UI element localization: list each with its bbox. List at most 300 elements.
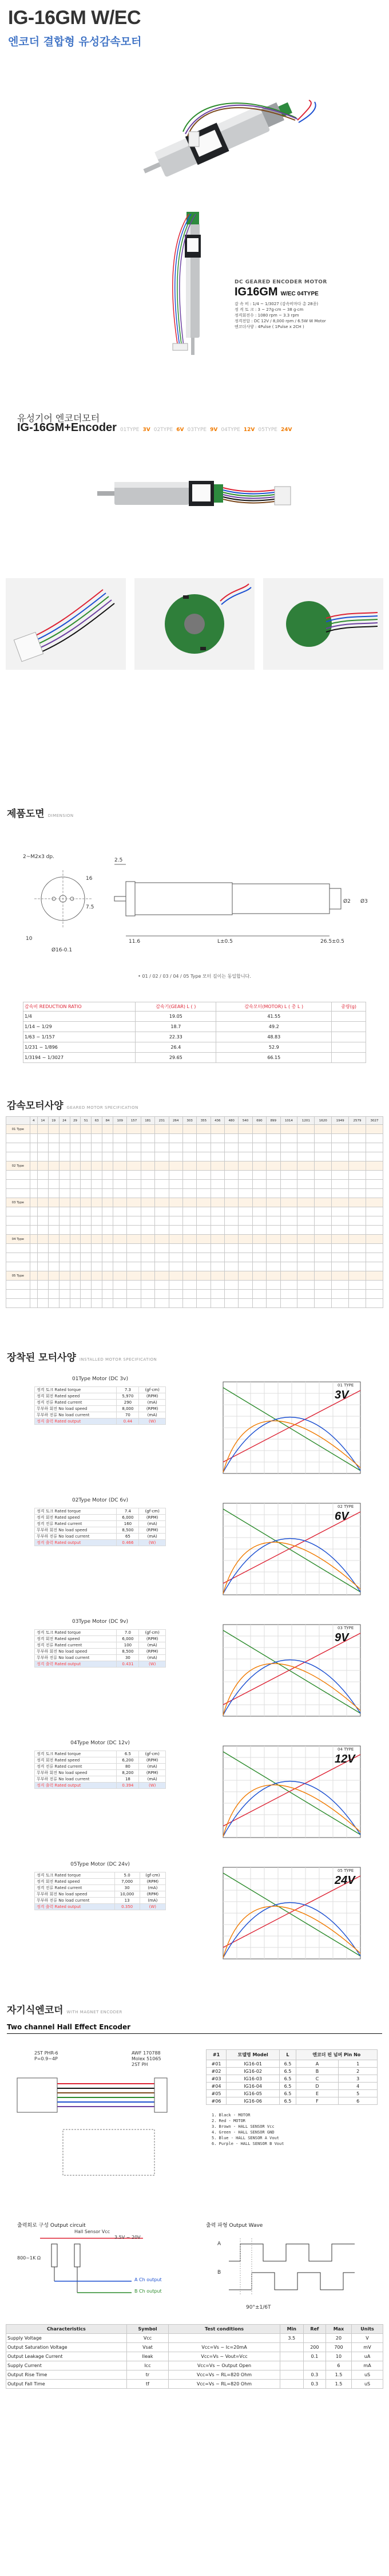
table-cell	[102, 1244, 113, 1253]
table-cell	[197, 1299, 211, 1308]
table-cell	[70, 1198, 81, 1207]
reducer-group-label	[6, 1143, 30, 1152]
table-cell	[225, 1299, 239, 1308]
table-cell	[182, 1253, 196, 1262]
motor-voltage-label: 9V	[335, 1631, 349, 1644]
table-cell: 100	[117, 1642, 139, 1649]
table-cell	[155, 1125, 169, 1134]
table-cell	[155, 1171, 169, 1180]
table-cell	[267, 1207, 280, 1216]
table-cell: 160	[117, 1521, 139, 1527]
reducer-group-label	[6, 1207, 30, 1216]
reducer-ratio-header: 355	[197, 1117, 211, 1125]
table-cell	[349, 1171, 366, 1180]
table-cell	[252, 1171, 266, 1180]
table-cell	[280, 1152, 297, 1161]
table-cell	[48, 1198, 59, 1207]
table-cell: 0.3	[303, 2370, 326, 2380]
table-cell	[48, 1216, 59, 1226]
table-cell	[315, 1235, 332, 1244]
table-cell: 8,200	[117, 1770, 139, 1776]
dimension-title-en: DIMENSION	[47, 813, 74, 818]
table-cell	[182, 1244, 196, 1253]
table-cell: mA	[352, 2361, 383, 2370]
table-cell	[332, 1053, 366, 1063]
table-cell: (mA)	[139, 1655, 166, 1661]
table-cell	[113, 1125, 127, 1134]
dim-label-16: 16	[86, 876, 93, 882]
table-cell	[197, 1171, 211, 1180]
table-cell	[349, 1281, 366, 1290]
table-cell	[182, 1281, 196, 1290]
table-cell: 6.5	[280, 2060, 296, 2068]
table-cell: 정격 회전 Rated speed	[35, 1515, 117, 1521]
table-cell	[141, 1290, 154, 1299]
table-row	[35, 1751, 166, 1757]
motor-spec-title: 01Type Motor (DC 3v)	[72, 1376, 128, 1382]
table-cell	[239, 1125, 252, 1134]
table-cell	[366, 1271, 383, 1281]
table-cell	[197, 1226, 211, 1235]
dimension-note: • 01 / 02 / 03 / 04 / 05 Type 모터 길이는 동일합니다.	[138, 974, 251, 979]
table-cell	[267, 1290, 280, 1299]
table-cell: 6	[326, 2361, 351, 2370]
table-cell	[225, 1198, 239, 1207]
table-cell: (W)	[139, 1419, 166, 1425]
photo-connector	[6, 578, 126, 670]
table-cell	[366, 1299, 383, 1308]
table-cell: 무부하 회전 No load speed	[35, 1649, 117, 1655]
table-cell	[366, 1226, 383, 1235]
table-cell	[239, 1180, 252, 1189]
table-cell	[127, 1253, 141, 1262]
table-cell	[225, 1180, 239, 1189]
table-cell	[81, 1281, 92, 1290]
table-cell	[37, 1235, 48, 1244]
table-cell	[102, 1143, 113, 1152]
table-cell	[197, 1253, 211, 1262]
table-cell	[211, 1189, 224, 1198]
table-cell	[332, 1244, 349, 1253]
table-cell	[141, 1198, 154, 1207]
table-cell	[332, 1226, 349, 1235]
table-cell	[92, 1216, 102, 1226]
table-cell	[155, 1235, 169, 1244]
circuit-label-a: A Ch output	[134, 2277, 162, 2282]
table-cell	[155, 1216, 169, 1226]
table-cell	[349, 1198, 366, 1207]
table-cell: 무부하 전류 No load current	[35, 1412, 117, 1419]
dim-label-thread: 2~M2x3 dp.	[23, 854, 54, 860]
table-cell	[37, 1161, 48, 1171]
table-cell	[37, 1226, 48, 1235]
table-cell	[102, 1253, 113, 1262]
wire-header: #1	[207, 2050, 227, 2060]
table-cell	[141, 1244, 154, 1253]
table-cell	[297, 1262, 315, 1271]
table-cell	[37, 1171, 48, 1180]
table-cell: 0.394	[117, 1783, 139, 1789]
table-cell	[211, 1180, 224, 1189]
table-cell	[366, 1125, 383, 1134]
spec-lines	[235, 301, 383, 330]
reducer-group-label	[6, 1281, 30, 1290]
table-cell	[267, 1299, 280, 1308]
table-row	[207, 2075, 378, 2083]
table-cell: (RPM)	[140, 1891, 165, 1898]
table-cell: 무부하 전류 No load current	[35, 1898, 115, 1904]
table-cell: 6.5	[280, 2090, 296, 2097]
table-cell: 30	[117, 1655, 139, 1661]
reducer-ratio-header: 540	[239, 1117, 252, 1125]
reducer-group-label	[6, 1189, 30, 1198]
table-cell	[211, 1281, 224, 1290]
table-cell	[332, 1180, 349, 1189]
dimension-title: 제품도면	[7, 808, 45, 820]
table-cell	[252, 1271, 266, 1281]
table-cell: #03	[207, 2075, 227, 2083]
table-cell	[92, 1180, 102, 1189]
table-cell	[37, 1134, 48, 1143]
table-row	[207, 2090, 378, 2097]
table-row	[35, 1770, 166, 1776]
table-cell: 7.4	[117, 1508, 139, 1515]
reducer-ratio-header: 51	[81, 1117, 92, 1125]
table-cell	[70, 1299, 81, 1308]
table-cell	[141, 1271, 154, 1281]
table-cell	[197, 1180, 211, 1189]
table-cell	[332, 1216, 349, 1226]
table-cell	[239, 1198, 252, 1207]
table-cell	[332, 1012, 366, 1022]
table-cell	[92, 1226, 102, 1235]
table-cell	[141, 1161, 154, 1171]
table-cell: 6.5	[280, 2083, 296, 2090]
table-cell: uS	[352, 2370, 383, 2380]
table-row	[35, 1655, 166, 1661]
table-cell: 6,200	[117, 1757, 139, 1764]
table-cell	[315, 1180, 332, 1189]
table-cell: 0.431	[117, 1661, 139, 1668]
table-cell	[211, 1226, 224, 1235]
spec-block	[235, 279, 383, 330]
table-cell: 정격 회전 Rated speed	[35, 1757, 117, 1764]
table-cell	[70, 1143, 81, 1152]
dim-label-dia2: Ø2	[343, 899, 351, 904]
table-cell	[102, 1216, 113, 1226]
table-cell	[315, 1171, 332, 1180]
motor-spec-block	[0, 1617, 389, 1734]
reducer-ratio-header: 2579	[349, 1117, 366, 1125]
table-cell	[280, 1281, 297, 1290]
table-cell	[197, 1271, 211, 1281]
table-row	[35, 1534, 166, 1540]
table-cell	[297, 1207, 315, 1216]
table-cell	[155, 1226, 169, 1235]
table-cell	[70, 1281, 81, 1290]
reducer-ratio-header: 181	[141, 1117, 154, 1125]
table-cell	[92, 1253, 102, 1262]
table-cell	[59, 1216, 70, 1226]
reducer-ratio-header: 264	[169, 1117, 182, 1125]
reducer-group-label: 05 Type	[6, 1271, 30, 1281]
table-cell	[155, 1180, 169, 1189]
table-cell	[92, 1134, 102, 1143]
table-cell	[280, 1226, 297, 1235]
table-cell	[239, 1207, 252, 1216]
table-cell	[127, 1244, 141, 1253]
motor-spec-block	[0, 1374, 389, 1491]
table-cell	[48, 1281, 59, 1290]
motor-spec-title: 02Type Motor (DC 6v)	[72, 1498, 128, 1503]
table-cell	[211, 1235, 224, 1244]
table-cell	[102, 1281, 113, 1290]
table-cell	[30, 1189, 37, 1198]
table-cell: (mA)	[140, 1898, 165, 1904]
reducer-group-label: 04 Type	[6, 1235, 30, 1244]
table-cell: Icc	[126, 2361, 169, 2370]
table-cell	[349, 1271, 366, 1281]
table-row	[6, 2352, 383, 2361]
spec-line: 엔코더사양 : 4Pulse ( 1Pulse x 2CH )	[235, 325, 304, 329]
reducer-ratio-header: 1620	[315, 1117, 332, 1125]
table-cell	[252, 1226, 266, 1235]
table-cell: (mA)	[139, 1642, 166, 1649]
motor-type-label: 02 TYPE	[338, 1504, 354, 1509]
table-cell	[81, 1262, 92, 1271]
table-cell: 정격 출력 Rated output	[35, 1540, 117, 1546]
table-cell: 정격 출력 Rated output	[35, 1661, 117, 1668]
table-cell: D	[296, 2083, 339, 2090]
table-cell	[70, 1125, 81, 1134]
table-cell	[81, 1134, 92, 1143]
table-cell	[267, 1152, 280, 1161]
table-cell	[59, 1281, 70, 1290]
table-cell	[252, 1216, 266, 1226]
wire-table-header	[207, 2050, 378, 2060]
table-cell	[182, 1152, 196, 1161]
table-cell: 1/14 ~ 1/29	[23, 1022, 136, 1032]
table-cell	[349, 1189, 366, 1198]
table-cell	[267, 1171, 280, 1180]
table-cell: 무부하 회전 No load speed	[35, 1527, 117, 1534]
table-cell	[30, 1125, 37, 1134]
table-cell	[349, 1180, 366, 1189]
encoder-title: 자기식엔코더	[7, 2005, 63, 2016]
ratio-header: 감속모터(MOTOR) L ( 총 L )	[216, 1002, 332, 1012]
table-cell: 5.0	[114, 1872, 140, 1879]
table-cell	[239, 1161, 252, 1171]
table-cell	[297, 1143, 315, 1152]
wire-header: 엔코더 핀 넘버 Pin No	[296, 2050, 377, 2060]
dim-label-L: L±0.5	[217, 939, 233, 945]
table-cell	[239, 1152, 252, 1161]
table-row	[6, 2361, 383, 2370]
table-cell	[303, 2361, 326, 2370]
reducer-group-label	[6, 1226, 30, 1235]
reducer-ratio-header: 63	[92, 1117, 102, 1125]
table-cell	[315, 1226, 332, 1235]
table-cell	[225, 1189, 239, 1198]
table-row	[35, 1764, 166, 1770]
table-cell	[211, 1207, 224, 1216]
table-cell	[280, 2380, 303, 2389]
table-cell	[113, 1143, 127, 1152]
photo-wires	[263, 578, 383, 670]
motor-type-label: 03 TYPE	[338, 1626, 354, 1630]
circuit-label-vcc: Hall Sensor Vcc	[74, 2229, 110, 2234]
table-cell	[349, 1290, 366, 1299]
table-cell: Output Saturation Voltage	[6, 2343, 127, 2352]
type-05: 05TYPE	[258, 427, 277, 433]
ratio-header: 감속기(GEAR) L ( )	[136, 1002, 216, 1012]
table-cell: 6.5	[280, 2097, 296, 2105]
table-cell: IG16-03	[227, 2075, 280, 2083]
table-cell	[37, 1125, 48, 1134]
table-cell	[141, 1125, 154, 1134]
table-cell	[59, 1125, 70, 1134]
table-cell	[315, 1253, 332, 1262]
table-row	[6, 1180, 383, 1189]
table-cell: uS	[352, 2380, 383, 2389]
table-cell	[102, 1161, 113, 1171]
table-cell	[182, 1134, 196, 1143]
table-cell	[70, 1189, 81, 1198]
table-cell	[211, 1152, 224, 1161]
table-cell	[169, 1262, 182, 1271]
table-cell	[252, 1262, 266, 1271]
connector-label-3: AWF 170788	[132, 2050, 161, 2056]
table-row	[207, 2083, 378, 2090]
table-cell	[332, 1042, 366, 1053]
table-cell	[332, 1253, 349, 1262]
table-cell	[102, 1290, 113, 1299]
table-cell: 정격 토크 Rated torque	[35, 1387, 117, 1393]
table-cell: (mA)	[139, 1764, 166, 1770]
table-cell	[252, 1125, 266, 1134]
table-cell	[297, 1290, 315, 1299]
table-cell	[349, 1216, 366, 1226]
reducer-spec-title: 감속모터사양	[7, 1100, 63, 1112]
table-cell: 정격 전류 Rated current	[35, 1885, 115, 1891]
table-cell	[81, 1299, 92, 1308]
reducer-group-label	[6, 1180, 30, 1189]
table-cell	[37, 1271, 48, 1281]
table-cell	[252, 1198, 266, 1207]
table-cell	[30, 1235, 37, 1244]
elec-header: Symbol	[126, 2325, 169, 2334]
table-cell: E	[296, 2090, 339, 2097]
table-cell	[48, 1271, 59, 1281]
table-cell	[211, 1143, 224, 1152]
table-cell	[48, 1207, 59, 1216]
table-cell: #02	[207, 2068, 227, 2075]
table-cell	[102, 1134, 113, 1143]
table-cell	[169, 1180, 182, 1189]
table-cell: 65	[117, 1534, 139, 1540]
reducer-ratio-header: 24	[59, 1117, 70, 1125]
table-cell	[297, 1226, 315, 1235]
table-row	[35, 1872, 166, 1879]
table-cell: 7.0	[117, 1630, 139, 1636]
table-cell	[141, 1253, 154, 1262]
table-cell	[127, 1152, 141, 1161]
table-cell	[315, 1198, 332, 1207]
table-cell: uA	[352, 2352, 383, 2361]
table-cell: (mA)	[139, 1534, 166, 1540]
table-row	[6, 2380, 383, 2389]
table-cell	[30, 1244, 37, 1253]
dim-label-dia3: Ø3	[360, 899, 368, 904]
table-cell: 정격 토크 Rated torque	[35, 1872, 115, 1879]
reducer-ratio-header: 1014	[280, 1117, 297, 1125]
table-row	[6, 1198, 383, 1207]
dim-label-7-5: 7.5	[86, 904, 94, 910]
table-cell	[155, 1271, 169, 1281]
table-cell: 6	[339, 2097, 378, 2105]
table-cell	[59, 1171, 70, 1180]
table-cell	[225, 1216, 239, 1226]
table-cell	[280, 1299, 297, 1308]
type-02: 02TYPE	[153, 427, 173, 433]
table-cell	[37, 1244, 48, 1253]
table-cell	[280, 1262, 297, 1271]
table-cell	[315, 1152, 332, 1161]
table-cell: (gf·cm)	[139, 1387, 166, 1393]
table-cell: (RPM)	[139, 1527, 166, 1534]
table-cell: (RPM)	[139, 1406, 166, 1412]
dim-label-10: 10	[26, 936, 33, 942]
table-cell	[37, 1262, 48, 1271]
table-cell	[102, 1152, 113, 1161]
table-cell: 700	[326, 2343, 351, 2352]
table-cell	[92, 1189, 102, 1198]
table-cell: Vsat	[126, 2343, 169, 2352]
table-cell: Vcc=Vs ~ Ic=20mA	[169, 2343, 280, 2352]
table-cell	[211, 1216, 224, 1226]
installed-motor-header	[7, 1351, 157, 1364]
table-cell	[141, 1216, 154, 1226]
table-row	[35, 1891, 166, 1898]
table-cell: 정격 토크 Rated torque	[35, 1508, 117, 1515]
table-cell	[197, 1134, 211, 1143]
table-cell	[37, 1216, 48, 1226]
table-cell	[92, 1271, 102, 1281]
pin-label: 5. Blue - HALL SENSOR A Vout	[212, 2136, 280, 2140]
table-cell	[267, 1216, 280, 1226]
motor-voltage-label: 24V	[335, 1874, 355, 1887]
table-cell: 8,500	[117, 1527, 139, 1534]
table-row	[35, 1540, 166, 1546]
table-cell	[30, 1216, 37, 1226]
encoder-subtitle: Two channel Hall Effect Encoder	[7, 2023, 131, 2031]
table-cell	[315, 1134, 332, 1143]
table-cell	[280, 1180, 297, 1189]
table-cell	[155, 1189, 169, 1198]
table-cell	[155, 1290, 169, 1299]
table-row	[35, 1387, 166, 1393]
table-cell	[155, 1253, 169, 1262]
table-cell	[37, 1189, 48, 1198]
table-cell	[141, 1226, 154, 1235]
table-row	[6, 1299, 383, 1308]
table-cell: F	[296, 2097, 339, 2105]
table-cell	[315, 1143, 332, 1152]
table-cell	[252, 1299, 266, 1308]
table-cell: 3	[339, 2075, 378, 2083]
table-cell	[48, 1253, 59, 1262]
table-row	[207, 2060, 378, 2068]
